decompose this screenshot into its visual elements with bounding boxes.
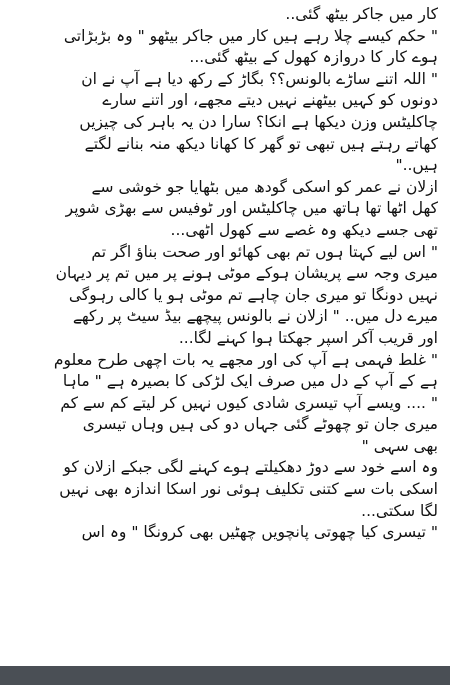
text-line: " تیسری کیا چھوتی پانچویں چھٹیں بھی کرونگا " وہ اس [81,523,438,542]
text-line: لگا سکتی... [361,501,438,520]
text-line: ہوے کار کا دروازہ کھول کے بیٹھ گئی... [189,48,438,67]
text-line: دونوں کو کہیں بیٹھنے نہیں دیتے مجھے، اور اتنے سارے [102,91,438,110]
text-line: کار میں جاکر بیٹھ گئی.. [285,5,438,23]
text-line: " حکم کیسے چلا رہے ہیں کار میں جاکر بیٹھو " وہ بڑبڑاتی [63,26,438,45]
text-line: " غلط فہمی ہے آپ کی اور مجھے یہ بات اچھی طرح معلوم [53,350,438,369]
text-line: کھل اٹھا تھا ہاتھ میں چاکلیٹس اور ٹوفیس سے بھڑی شوپر [65,199,438,218]
bottom-bar [0,666,450,685]
text-line: تھی جسے دیکھ وہ غصے سے کھول اٹھی... [170,220,438,239]
text-line: میری جان تو چھوٹے گئی جہاں دو کی ہیں وہاں تیسری [82,415,438,434]
text-line: " اللہ اتنے ساڑے بالونس؟؟ بگاڑ کے رکھ دیا ہے آپ نے ان [81,69,438,88]
text-line: اسکی بات سے کتنی تکلیف ہوئی نور اسکا اندازہ بھی نہیں [59,480,438,499]
text-line: میری وجہ سے پریشان ہوکے موٹی ہونے پر میں تم پر دیہان [55,264,438,283]
text-line: وہ اسے خود سے دوڑ دھکیلتے ہوے کہنے لگی جبکے ازلان کو [63,458,438,477]
text-line: " اس لیے کہتا ہوں تم بھی کھائو اور صحت بناؤ اگر تم [91,242,438,261]
text-line: ہیں.." [395,156,438,175]
text-line: بھی سہی " [361,436,438,455]
text-line: نہیں دونگا تو میری جان چاہے تم موٹی ہو یا کالی رہوگی [68,285,438,304]
text-line: ازلان نے عمر کو اسکی گودھ میں بٹھایا جو خوشی سے [91,177,438,196]
text-line: چاکلیٹس وزن دیکھا ہے انکا؟ سارا دن یہ باہر کی چیزیں [79,112,438,131]
text-line: " .... ویسے آپ تیسری شادی کیوں نہیں کر لیتے کم سے کم [60,393,438,412]
text-line: میرے دل میں.. " ازلان نے بالونس پیچھے بیڈ سیٹ پر رکھے [72,307,438,326]
text-line: کھاتے رہتے ہیں تبھی تو گھر کا کھانا دیکھ منہ بنانے لگتے [84,134,438,153]
text-line: اور قریب آکر اسپر جھکتا ہوا کہنے لگا... [178,328,438,347]
text-line: ہے کے آپ کے دل میں صرف ایک لڑکی کا بصیرہ ہے " ماہا [62,372,438,391]
